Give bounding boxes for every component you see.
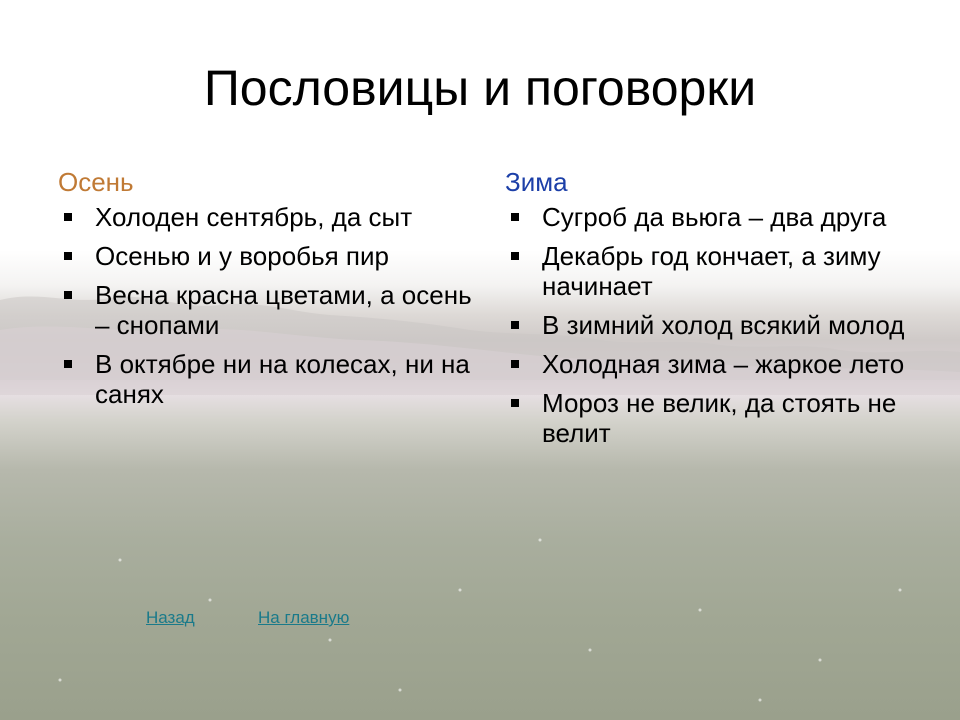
proverb-item: [505, 388, 925, 448]
square-bullet-icon: [64, 291, 72, 299]
proverb-item: [58, 280, 478, 340]
proverb-text: Мороз не велик, да стоять не велит: [542, 387, 897, 448]
proverb-item: [58, 349, 478, 409]
square-bullet-icon: [511, 321, 519, 329]
square-bullet-icon: [511, 252, 519, 260]
autumn-proverbs-list: [58, 202, 478, 409]
square-bullet-icon: [64, 360, 72, 368]
winter-column: [505, 166, 925, 457]
proverb-text: Холодная зима – жаркое лето: [542, 348, 905, 379]
proverb-text: В зимний холод всякий молод: [542, 309, 905, 340]
proverb-text: Сугроб да вьюга – два друга: [542, 201, 887, 232]
square-bullet-icon: [511, 213, 519, 221]
proverb-item: [505, 241, 925, 301]
square-bullet-icon: [64, 252, 72, 260]
autumn-heading: Осень: [58, 167, 134, 197]
square-bullet-icon: [64, 213, 72, 221]
proverb-item: [58, 241, 478, 271]
proverb-item: [505, 310, 925, 340]
winter-heading: Зима: [505, 167, 568, 197]
proverb-text: Декабрь год кончает, а зиму начинает: [542, 240, 881, 301]
proverb-text: Осенью и у воробья пир: [95, 240, 389, 271]
square-bullet-icon: [511, 399, 519, 407]
square-bullet-icon: [511, 360, 519, 368]
proverb-text: Весна красна цветами, а осень – снопами: [95, 279, 472, 340]
autumn-column: [58, 166, 478, 418]
home-link[interactable]: На главную: [258, 608, 350, 627]
proverb-item: [505, 202, 925, 232]
proverb-item: [505, 349, 925, 379]
proverb-text: В октябре ни на колесах, ни на санях: [95, 348, 470, 409]
proverb-item: [58, 202, 478, 232]
slide-title: Пословицы и поговорки: [203, 60, 757, 116]
winter-proverbs-list: [505, 202, 925, 448]
proverb-text: Холоден сентябрь, да сыт: [95, 201, 413, 232]
back-link[interactable]: Назад: [146, 608, 195, 627]
